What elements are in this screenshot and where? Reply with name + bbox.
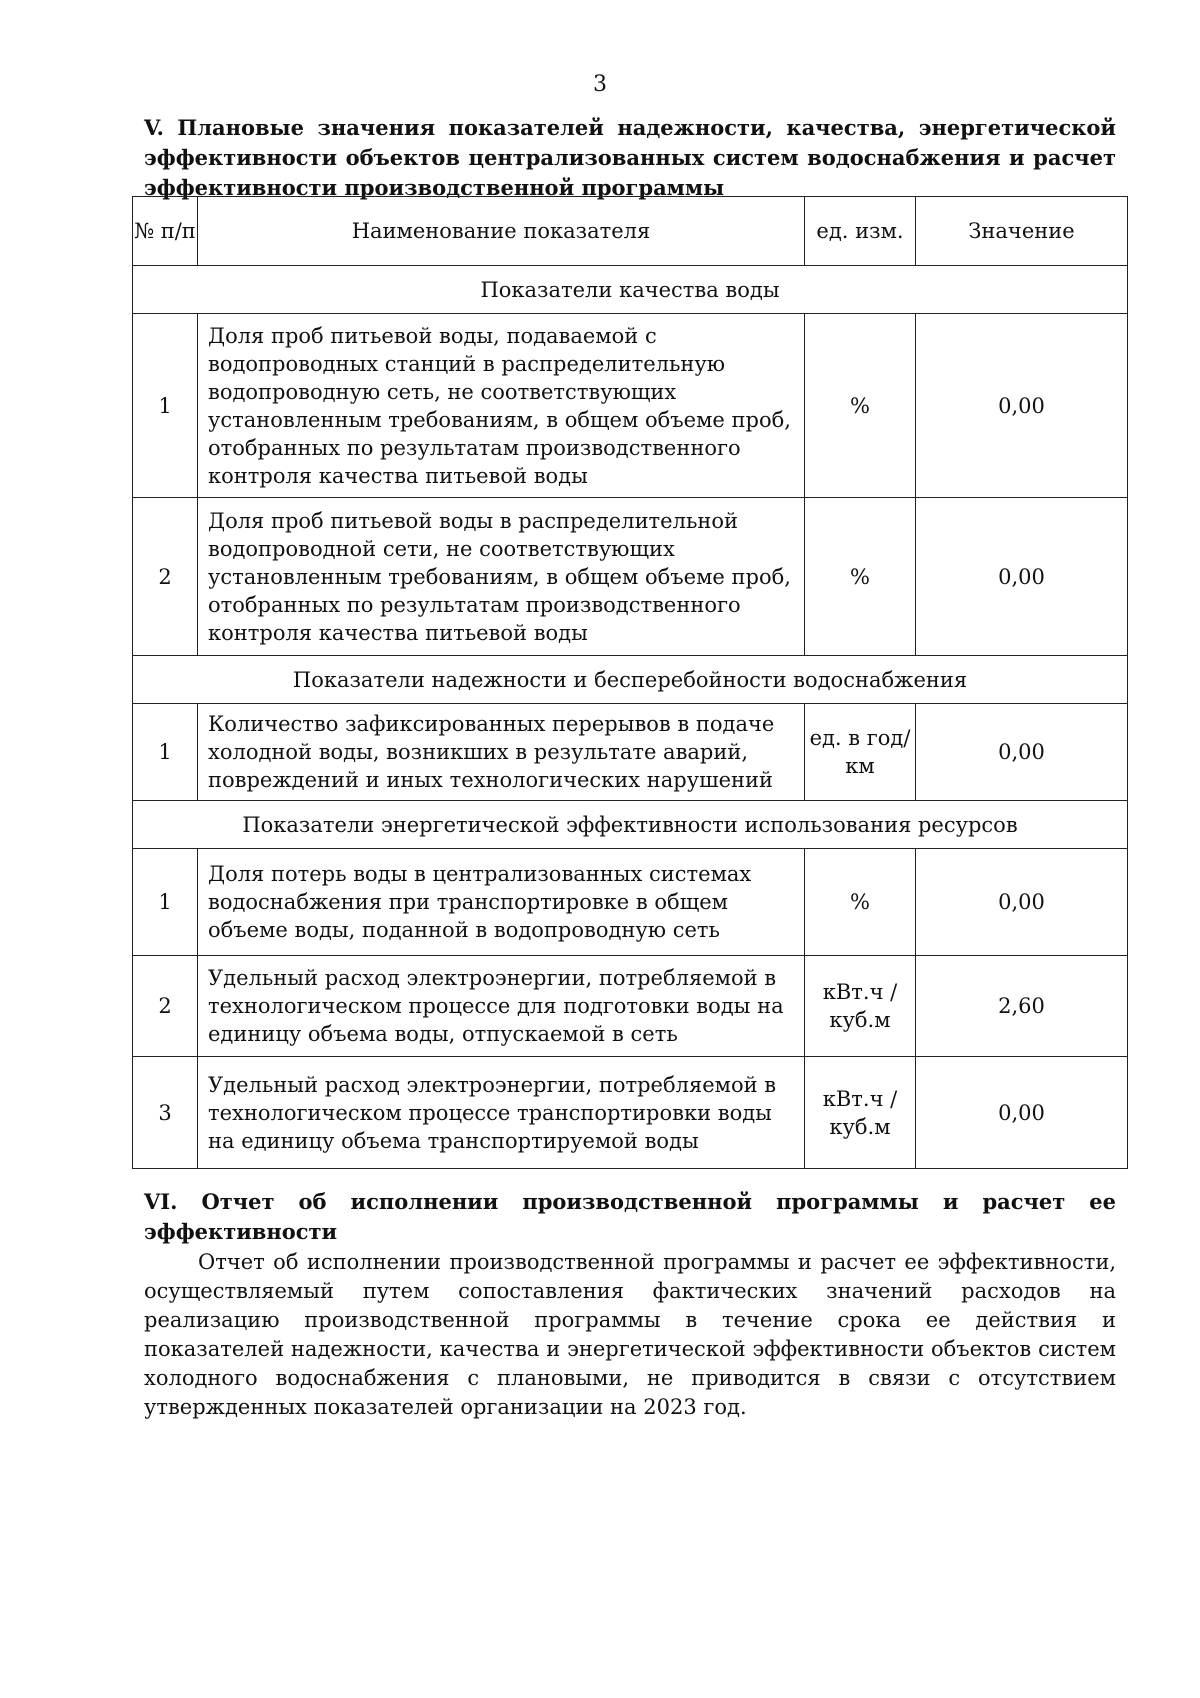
row-num: 2 (133, 956, 198, 1057)
table-row (133, 849, 1128, 956)
table-row (133, 1057, 1128, 1169)
row-unit: % (805, 314, 916, 498)
header-num: № п/п (133, 197, 198, 266)
table-row (133, 314, 1128, 498)
row-name: Количество зафиксированных перерывов в подаче холодной воды, возникших в результате аварий, повреждений и иных технологических нарушений (198, 704, 805, 801)
row-name: Доля проб питьевой воды в распределительной водопроводной сети, не соответствующих установленным требованиям, в общем объеме проб, отобранных по результатам производственного контроля качества питьевой воды (198, 498, 805, 656)
row-num: 1 (133, 849, 198, 956)
row-name: Доля проб питьевой воды, подаваемой с водопроводных станций в распределительную водопроводную сеть, не соответствующих установленным требованиям, в общем объеме проб, отобранных по результатам производственного контроля качества питьевой воды (198, 314, 805, 498)
header-value: Значение (916, 197, 1128, 266)
table-header-row (133, 197, 1128, 266)
group-title-quality: Показатели качества воды (133, 266, 1128, 314)
page-number: 3 (593, 72, 607, 97)
table-row (133, 704, 1128, 801)
group-row (133, 266, 1128, 314)
row-num: 1 (133, 704, 198, 801)
row-value: 0,00 (916, 849, 1128, 956)
row-num: 2 (133, 498, 198, 656)
row-unit: % (805, 849, 916, 956)
row-name: Удельный расход электроэнергии, потребляемой в технологическом процессе транспортировки воды на единицу объема транспортируемой воды (198, 1057, 805, 1169)
indicators-table (132, 196, 1128, 1169)
row-unit: кВт.ч / куб.м (805, 956, 916, 1057)
row-num: 3 (133, 1057, 198, 1169)
row-name: Доля потерь воды в централизованных системах водоснабжения при транспортировке в общем объеме воды, поданной в водопроводную сеть (198, 849, 805, 956)
row-value: 0,00 (916, 314, 1128, 498)
row-unit: кВт.ч / куб.м (805, 1057, 916, 1169)
group-title-reliability: Показатели надежности и бесперебойности водоснабжения (133, 656, 1128, 704)
group-row (133, 801, 1128, 849)
row-value: 0,00 (916, 1057, 1128, 1169)
row-name: Удельный расход электроэнергии, потребляемой в технологическом процессе для подготовки воды на единицу объема воды, отпускаемой в сеть (198, 956, 805, 1057)
section-6-title: VI. Отчет об исполнении производственной программы и расчет ее эффективности (144, 1189, 1116, 1244)
section-6-paragraph: Отчет об исполнении производственной программы и расчет ее эффективности, осуществляемый путем сопоставления фактических значений расходов на реализацию производственной программы в течение срока ее действия и показателей надежности, качества и энергетической эффективности объектов систем холодного водоснабжения с плановыми, не приводится в связи с отсутствием утвержденных показателей организации на 2023 год. (144, 1250, 1116, 1419)
row-num: 1 (133, 314, 198, 498)
row-unit: ед. в год/ км (805, 704, 916, 801)
row-value: 2,60 (916, 956, 1128, 1057)
section-5-title: V. Плановые значения показателей надежности, качества, энергетической эффективности объектов централизованных систем водоснабжения и расчет эффективности производственной программы (144, 115, 1116, 200)
group-title-energy: Показатели энергетической эффективности использования ресурсов (133, 801, 1128, 849)
row-value: 0,00 (916, 498, 1128, 656)
row-value: 0,00 (916, 704, 1128, 801)
header-name: Наименование показателя (198, 197, 805, 266)
header-unit: ед. изм. (805, 197, 916, 266)
row-unit: % (805, 498, 916, 656)
group-row (133, 656, 1128, 704)
table-row (133, 498, 1128, 656)
table-row (133, 956, 1128, 1057)
